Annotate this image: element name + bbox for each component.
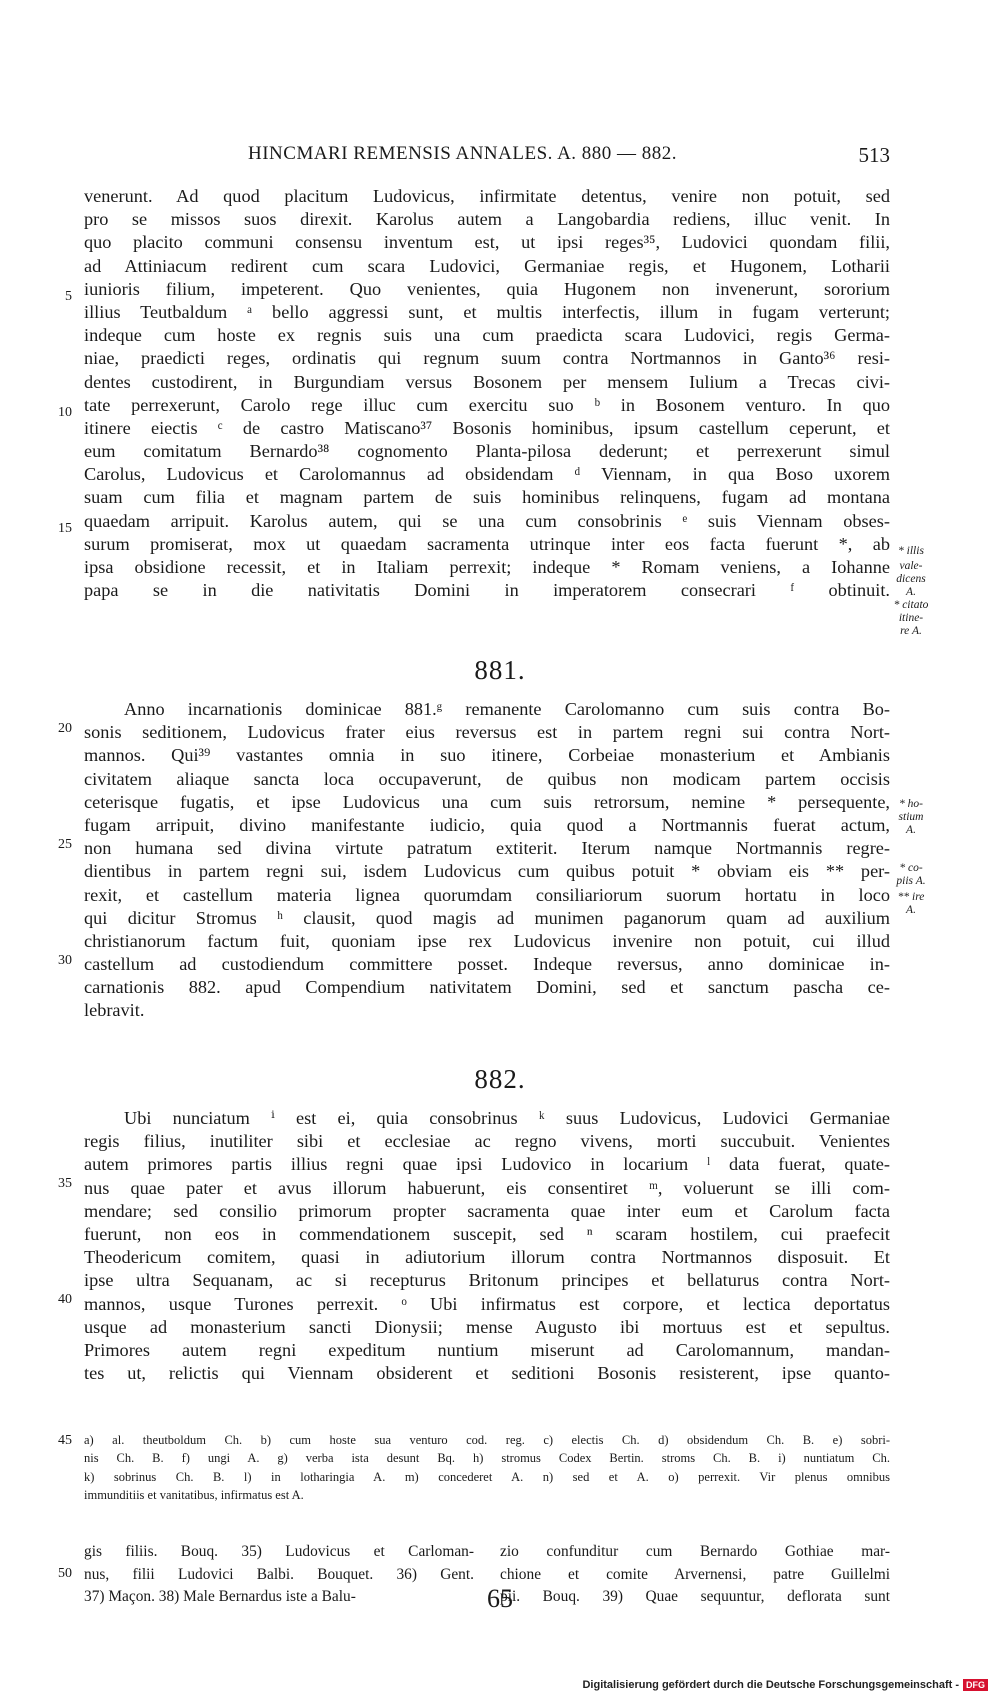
text-line: itinere eiectis ᶜ de castro Matiscano³⁷ Bosonis hominibus, ipsum castellum ceperunt, et — [84, 417, 890, 438]
line-number: 40 — [58, 1292, 72, 1307]
line-number: 25 — [58, 837, 72, 852]
apparatus-footnotes — [84, 1431, 890, 1504]
line-number: 50 — [58, 1566, 72, 1581]
text-line: Primores autem regni expeditum nuntium miserunt ad Carolomannum, mandan- — [84, 1339, 890, 1360]
text-block-881 — [84, 698, 890, 1023]
line-number: 10 — [58, 405, 72, 420]
margin-note: A. — [906, 824, 916, 836]
text-line: lebravit. — [84, 1000, 145, 1021]
margin-note: piis A. — [896, 875, 926, 887]
text-line: mendare; sed consilio primorum propter sacramenta quae inter eum et Carolum facta — [84, 1200, 890, 1221]
text-line: mannos, usque Turones perrexit. ᵒ Ubi infirmatus est corpore, et lectica deportatus — [84, 1293, 890, 1314]
text-line: illius Teutbaldum ᵃ bello aggressi sunt, et multis interfectis, illum in fugam verterunt; — [84, 301, 890, 322]
text-line: suam cum filia et magnam partem de suis hominibus relinquens, fugam ad montana — [84, 487, 890, 508]
footnote-line: pii. Bouq. 39) Quae sequuntur, deflorata sunt — [500, 1588, 890, 1606]
text-line: tes ut, relictis qui Viennam obsiderent et seditioni Bosonis resisterent, ipse quanto- — [84, 1363, 890, 1384]
margin-note: dicens — [896, 573, 926, 585]
text-line: fuerunt, non eos in commendationem suscepit, sed ⁿ scaram hostilem, cui praefecit — [84, 1223, 890, 1244]
text-line: Carolus, Ludovicus et Carolomannus ad obsidendam ᵈ Viennam, in qua Boso uxorem — [84, 464, 890, 485]
text-line: regis filius, inutiliter sibi et ecclesiae ac regno vivens, morti succubuit. Venientes — [84, 1131, 890, 1152]
line-number: 15 — [58, 521, 72, 536]
text-line: dientibus in partem regni sui, isdem Ludovicus cum quibus potuit * obviam eis ** per- — [84, 861, 890, 882]
text-line: Ubi nunciatum ⁱ est ei, quia consobrinus ᵏ suus Ludovicus, Ludovici Germaniae — [124, 1108, 890, 1128]
text-line: ipse ultra Sequanam, ac si recepturus Britonum principes et bellaturus contra Nort- — [84, 1270, 890, 1291]
text-line: papa se in die nativitatis Domini in imperatorem consecrari ᶠ obtinuit. — [84, 580, 890, 601]
text-line: indeque cum hoste ex regnis suis una cum praedicta scara Ludovici, regis Germa- — [84, 325, 890, 346]
text-line: christianorum factum fuit, quoniam ipse rex Ludovicus invenire non potuit, cui illud — [84, 930, 890, 951]
margin-note: vale- — [899, 560, 923, 572]
line-number: 20 — [58, 721, 72, 736]
line-number: 5 — [65, 289, 72, 304]
running-header — [84, 143, 890, 173]
margin-note: * citato — [893, 599, 929, 611]
footnote-line: a) al. theutboldum Ch. b) cum hoste sua venturo cod. reg. c) electis Ch. d) obsidendum Ch. B. e) sobri- — [84, 1433, 890, 1447]
footnote-line: nus, filii Ludovici Balbi. Bouquet. 36) Gent. — [84, 1565, 474, 1583]
text-line: fugam arripuit, divino manifestante iudicio, quia quod a Nortmannis fuerat actum, — [84, 814, 890, 835]
margin-note: * illis — [898, 545, 924, 557]
text-line: carnationis 882. apud Compendium nativitatem Domini, sed et sanctum pascha ce- — [84, 977, 890, 998]
text-line: pro se missos suos direxit. Karolus autem a Langobardia rediens, illuc venit. In — [84, 209, 890, 230]
text-line: niae, praedicti reges, ordinatis qui regnum suum contra Nortmannos in Ganto³⁶ resi- — [84, 348, 890, 369]
footnote-line: immunditiis et vanitatibus, infirmatus est A. — [84, 1487, 304, 1502]
page-number: 513 — [858, 143, 890, 167]
text-line: ceterisque fugatis, et ipse Ludovicus una cum suis retrorsum, nemine * persequente, — [84, 791, 890, 812]
margin-note: stium — [898, 811, 924, 823]
margin-note: re A. — [900, 625, 922, 637]
footnote-line: chione et comite Arvernensi, patre Guillelmi — [500, 1565, 890, 1583]
text-line: iunioris filium, impeterent. Quo venientes, quia Hugonem non invenerunt, sororium — [84, 278, 890, 299]
text-line: civitatem aliaque sancta loca occupaverunt, de quibus non modicam partem occisis — [84, 768, 890, 789]
text-line: nus quae pater et avus illorum habuerunt, eis consentiret ᵐ, voluerunt se illi com- — [84, 1177, 890, 1198]
text-line: usque ad monasterium sancti Dionysii; mense Augusto ibi mortuus est et sepultus. — [84, 1316, 890, 1337]
text-line: ad Attiniacum redirent cum scara Ludovici, Germaniae regis, et Hugonem, Lotharii — [84, 255, 890, 276]
footnote-line: zio confunditur cum Bernardo Gothiae mar- — [500, 1543, 890, 1560]
dfg-credit — [582, 1679, 988, 1691]
text-line: dentes custodirent, in Burgundiam versus Bosonem per mensem Iulium a Trecas civi- — [84, 371, 890, 392]
footnote-line: nis Ch. B. f) ungi A. g) verba ista desunt Bq. h) stromus Codex Bertin. stroms Ch. B. i) nuntiatum Ch. — [84, 1451, 890, 1466]
margin-note: itine- — [898, 612, 924, 624]
text-line: quaedam arripuit. Karolus autem, qui se una cum consobrinis ᵉ suis Viennam obses- — [84, 510, 890, 531]
text-line: eum comitatum Bernardo³⁸ cognomento Planta-pilosa dederunt; et perrexerunt simul — [84, 441, 890, 462]
text-line: sonis seditionem, Ludovicus frater eius reversus est in partem regni sui contra Nort- — [84, 722, 890, 743]
footnote-line: 37) Maçon. 38) Male Bernardus iste a Balu- — [84, 1588, 356, 1606]
text-line: autem primores partis illius regni quae ipsi Ludovico in locarium ˡ data fuerat, quate- — [84, 1154, 890, 1175]
text-block-882 — [84, 1107, 890, 1385]
signature-mark: 65 — [487, 1584, 513, 1613]
text-line: venerunt. Ad quod placitum Ludovicus, infirmitate detentus, venire non potuit, sed — [84, 186, 890, 206]
text-line: qui dicitur Stromus ʰ clausit, quod magis ad munimen paganorum quam ad auxilium — [84, 907, 890, 928]
text-line: castellum ad custodiendum committere posset. Indeque reversus, anno dominicae in- — [84, 954, 890, 975]
margin-note: * ho- — [899, 798, 923, 810]
text-line: ipsa obsidione recessit, et in Italiam perrexit; indeque * Romam veniens, a Iohanne — [84, 557, 890, 577]
margin-note: * co- — [899, 862, 923, 874]
year-heading-882: 882. — [474, 1064, 526, 1094]
margin-note: A. — [906, 586, 916, 598]
footnote-line: k) sobrinus Ch. B. l) in lotharingia A. m) concederet A. n) sed et A. o) perrexit. Vir plenus omnibus — [84, 1469, 890, 1484]
dfg-credit-text: Digitalisierung gefördert durch die Deutsche Forschungsgemeinschaft - — [582, 1679, 959, 1691]
text-line: mannos. Qui³⁹ vastantes omnia in suo itinere, Corbeiae monasterium et Ambianis — [84, 745, 890, 766]
text-block-880 — [84, 185, 890, 602]
margin-note: ** ire — [897, 891, 925, 903]
text-line: quo placito communi consensu inventum est, ut ipsi reges³⁵, Ludovici quondam filii, — [84, 232, 890, 253]
dfg-logo-icon: DFG — [963, 1679, 988, 1691]
running-title: HINCMARI REMENSIS ANNALES. A. 880 — 882. — [248, 143, 678, 164]
text-line: surum promiserat, mox ut quaedam sacramenta utrinque inter eos facta fuerunt *, ab — [84, 533, 890, 554]
text-line: tate perrexerunt, Carolo rege illuc cum exercitu suo ᵇ in Bosonem venturo. In quo — [84, 394, 890, 415]
text-line: non humana sed divina virtute patratum extiterit. Iterum namque Nortmannis regre- — [84, 838, 890, 859]
text-line: Anno incarnationis dominicae 881.ᵍ remanente Carolomanno cum suis contra Bo- — [124, 699, 890, 719]
text-line: Theodericum comitem, quasi in adiutorium illorum contra Nortmannos disposuit. Et — [84, 1247, 890, 1268]
line-number: 30 — [58, 953, 72, 968]
line-number: 35 — [58, 1176, 72, 1191]
year-heading-881: 881. — [474, 655, 526, 685]
footnote-line: gis filiis. Bouq. 35) Ludovicus et Carloman- — [84, 1543, 474, 1560]
text-line: rexit, et castellum materia lignea quorumdam consiliariorum suorum hortatu in loco — [84, 884, 890, 905]
line-number: 45 — [58, 1433, 72, 1448]
margin-note: A. — [906, 904, 916, 916]
